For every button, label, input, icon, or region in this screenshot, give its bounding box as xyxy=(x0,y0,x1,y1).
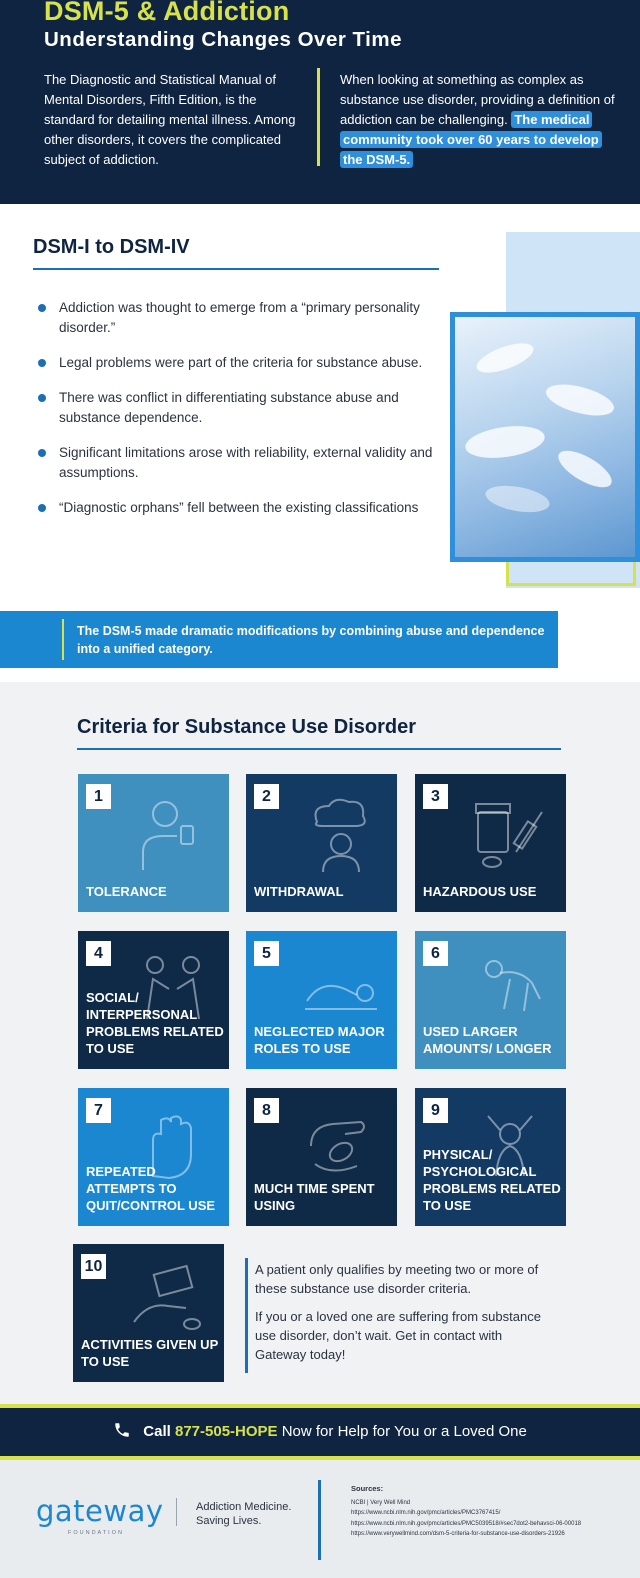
banner-text: The DSM-5 made dramatic modifications by combining abuse and dependence into a unified category. xyxy=(77,624,545,656)
bullet-dot-icon xyxy=(38,504,46,512)
pill-bottle-syringe-icon xyxy=(470,792,550,872)
person-hunched-over-icon xyxy=(470,949,550,1029)
criterion-tile-6 xyxy=(415,931,566,1069)
criterion-tile-10 xyxy=(73,1244,224,1382)
criterion-number: 8 xyxy=(254,1098,279,1123)
criterion-tile-4 xyxy=(78,931,229,1069)
phone-icon xyxy=(113,1421,131,1439)
gateway-logo[interactable]: gateway xyxy=(36,1494,164,1528)
list-item: There was conflict in differentiating substance abuse and substance dependence. xyxy=(36,388,436,428)
intro-right xyxy=(340,70,618,170)
call-lead: Call xyxy=(143,1423,171,1440)
criterion-label: USED LARGER AMOUNTS/ LONGER xyxy=(423,1024,552,1056)
criterion-number: 5 xyxy=(254,941,279,966)
footer-divider xyxy=(318,1480,321,1560)
bullet-dot-icon xyxy=(38,304,46,312)
qualify-block xyxy=(255,1260,555,1373)
pills-photo xyxy=(450,312,640,562)
history-title-rule xyxy=(33,268,439,270)
hand-with-money-pills-icon xyxy=(128,1262,208,1342)
history-title: DSM-I to DSM-IV xyxy=(33,236,190,258)
criterion-tile-1 xyxy=(78,774,229,912)
page-subtitle: Understanding Changes Over Time xyxy=(44,28,403,51)
intro-left: The Diagnostic and Statistical Manual of Mental Disorders, Fifth Edition, is the standard for detailing mental illness. Among other disorders, it covers the complicated subject of addiction. xyxy=(44,72,296,167)
list-item: “Diagnostic orphans” fell between the existing classifications xyxy=(36,498,436,518)
criterion-number: 2 xyxy=(254,784,279,809)
bullet-dot-icon xyxy=(38,359,46,367)
source-link[interactable]: https://www.ncbi.nlm.nih.gov/pmc/articles/PMC3767415/ xyxy=(351,1510,501,1516)
intro-right-highlight: The medical community took over 60 years to develop the DSM-5. xyxy=(340,111,602,168)
criterion-tile-8 xyxy=(246,1088,397,1226)
list-item: Significant limitations arose with reliability, external validity and assumptions. xyxy=(36,443,436,483)
call-text xyxy=(0,1421,640,1440)
qualify-text: A patient only qualifies by meeting two or more of these substance use disorder criteria. xyxy=(255,1262,539,1296)
criterion-number: 10 xyxy=(81,1254,106,1279)
page-title: DSM-5 & Addiction xyxy=(44,0,290,26)
phone-number-link[interactable]: 877-505-HOPE xyxy=(174,1423,278,1440)
sources-title: Sources: xyxy=(351,1484,384,1493)
logo-subtitle: FOUNDATION xyxy=(68,1530,124,1536)
tagline: Addiction Medicine. Saving Lives. xyxy=(196,1501,292,1527)
history-bullets xyxy=(36,298,436,533)
bullet-dot-icon xyxy=(38,449,46,457)
criterion-number: 9 xyxy=(423,1098,448,1123)
logo-divider xyxy=(176,1498,177,1526)
list-item: Addiction was thought to emerge from a “primary personality disorder.” xyxy=(36,298,436,338)
criteria-section xyxy=(0,682,640,1404)
footer xyxy=(0,1460,640,1578)
criterion-label: REPEATED ATTEMPTS TO QUIT/CONTROL USE xyxy=(86,1164,216,1213)
head-with-pills-cloud-icon xyxy=(301,792,381,872)
criterion-number: 4 xyxy=(86,941,111,966)
criterion-number: 3 xyxy=(423,784,448,809)
source-item: NCBI | Very Well Mind xyxy=(351,1499,411,1506)
source-link[interactable]: https://www.ncbi.nlm.nih.gov/pmc/articles/PMC5039518/#sec7dot2-behavsci-06-00018 xyxy=(351,1520,582,1527)
criterion-number: 7 xyxy=(86,1098,111,1123)
criterion-label: TOLERANCE xyxy=(86,884,167,899)
header xyxy=(0,0,640,204)
criterion-tile-7 xyxy=(78,1088,229,1226)
criterion-label: SOCIAL/ INTERPERSONAL PROBLEMS RELATED TO USE xyxy=(86,990,224,1056)
criterion-label: WITHDRAWAL xyxy=(254,884,344,899)
hand-with-pill-icon xyxy=(301,1106,381,1186)
criterion-label: NEGLECTED MAJOR ROLES TO USE xyxy=(254,1024,385,1056)
source-link[interactable]: https://www.verywellmind.com/dsm-5-criteria-for-substance-use-disorders-21926 xyxy=(351,1531,565,1537)
criterion-tile-2 xyxy=(246,774,397,912)
header-divider xyxy=(317,68,320,166)
sources xyxy=(351,1484,636,1540)
criterion-label: PHYSICAL/ PSYCHOLOGICAL PROBLEMS RELATED TO USE xyxy=(423,1147,561,1213)
criterion-tile-9 xyxy=(415,1088,566,1226)
call-rest: Now for Help for You or a Loved One xyxy=(281,1423,527,1440)
qualify-rule xyxy=(245,1258,248,1373)
bullet-dot-icon xyxy=(38,394,46,402)
criterion-tile-5 xyxy=(246,931,397,1069)
person-lying-down-icon xyxy=(301,949,381,1029)
criterion-number: 1 xyxy=(86,784,111,809)
criteria-title: Criteria for Substance Use Disorder xyxy=(77,716,416,738)
criterion-label: ACTIVITIES GIVEN UP TO USE xyxy=(81,1337,219,1369)
person-drinking-icon xyxy=(133,792,213,872)
banner-accent xyxy=(62,619,64,660)
cta-text: If you or a loved one are suffering from substance use disorder, don’t wait. Get in contact with Gateway today! xyxy=(255,1309,541,1362)
intro-right-text: When looking at something as complex as substance use disorder, providing a definition of addiction can be challenging. xyxy=(340,72,615,127)
call-bar[interactable] xyxy=(0,1404,640,1460)
criterion-tile-3 xyxy=(415,774,566,912)
criteria-title-rule xyxy=(77,748,561,750)
criterion-label: HAZARDOUS USE xyxy=(423,884,537,899)
dsm5-banner xyxy=(0,611,558,668)
criterion-label: MUCH TIME SPENT USING xyxy=(254,1181,375,1213)
list-item: Legal problems were part of the criteria for substance abuse. xyxy=(36,353,436,373)
criterion-number: 6 xyxy=(423,941,448,966)
